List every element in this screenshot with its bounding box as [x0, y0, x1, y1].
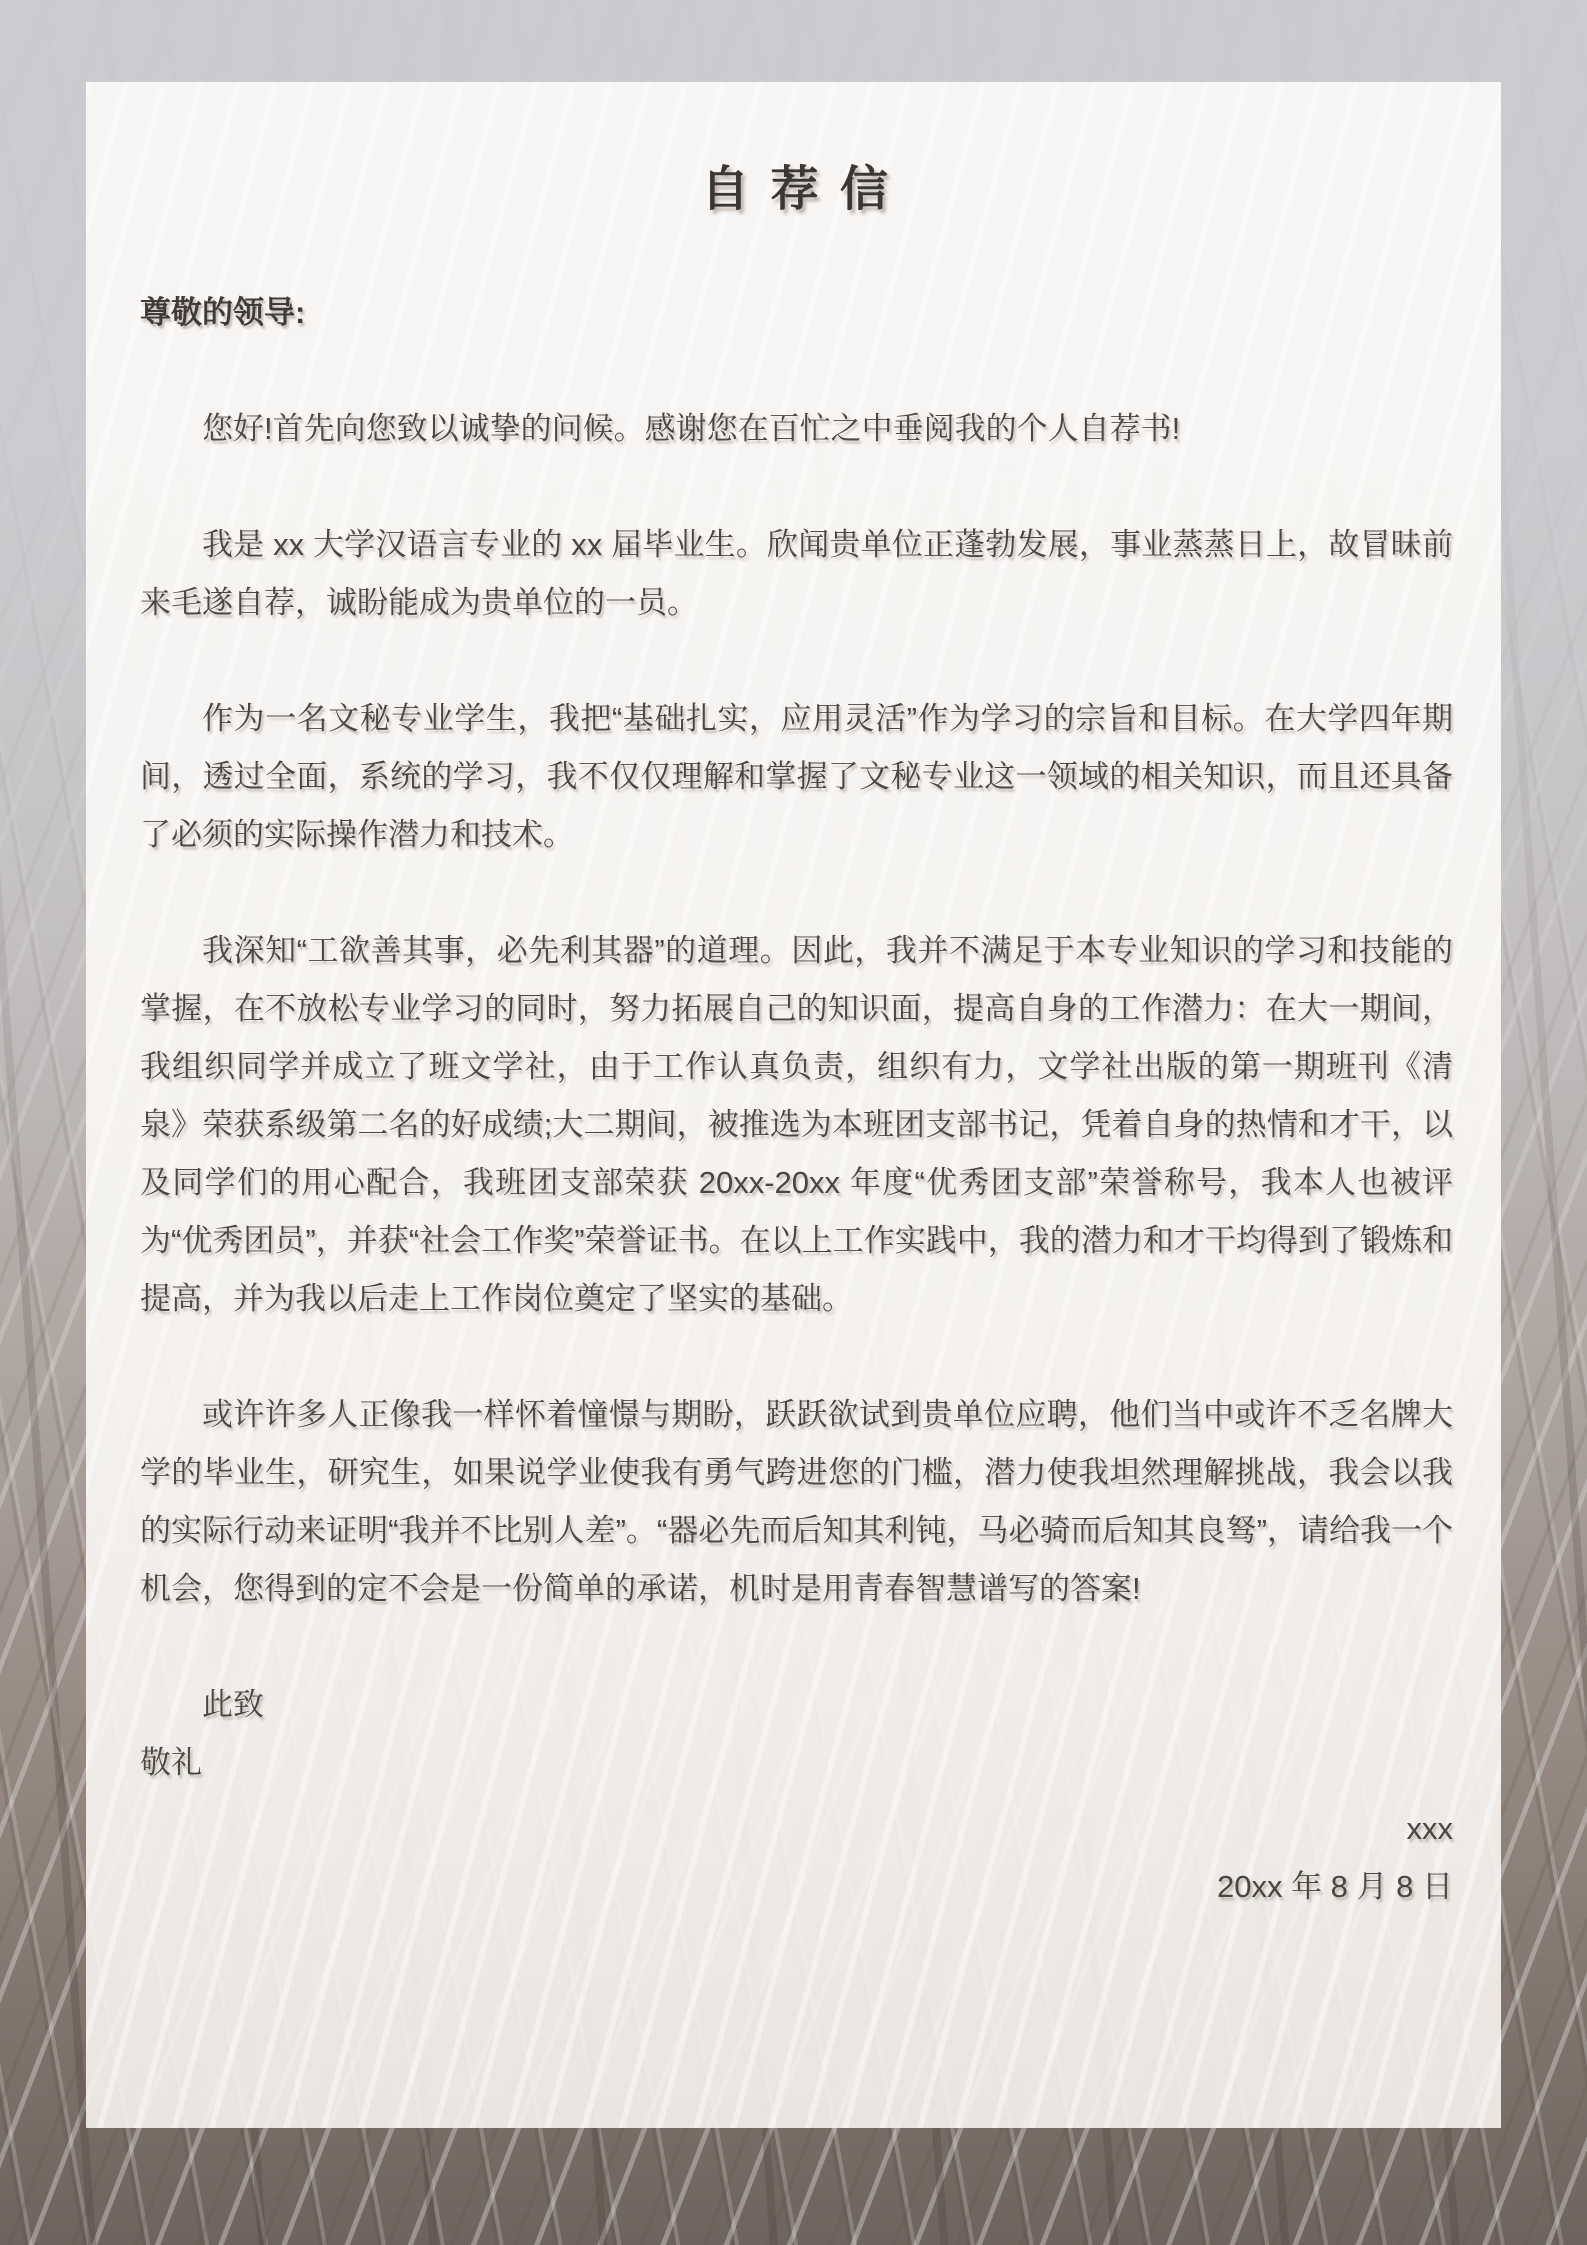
letter-paragraph: 我是 xx 大学汉语言专业的 xx 届毕业生。欣闻贵单位正蓬勃发展，事业蒸蒸日上，故冒昧前来毛遂自荐，诚盼能成为贵单位的一员。 — [140, 527, 1453, 620]
letter-title: 自 荐 信 — [701, 163, 892, 216]
letter-paragraph: 作为一名文秘专业学生，我把“基础扎实，应用灵活”作为学习的宗旨和目标。在大学四年期间，透过全面，系统的学习，我不仅仅理解和掌握了文秘专业这一领域的相关知识，而且还具备了必须的实际操作潜力和技术。 — [140, 701, 1453, 852]
letter-paragraph: 您好!首先向您致以诚挚的问候。感谢您在百忙之中垂阅我的个人自荐书! — [202, 411, 1181, 446]
closing-jingli: 敬礼 — [140, 1745, 202, 1780]
signature-block — [140, 1800, 1453, 1916]
letter-paragraph: 我深知“工欲善其事，必先利其器”的道理。因此，我并不满足于本专业知识的学习和技能的掌握，在不放松专业学习的同时，努力拓展自己的知识面，提高自身的工作潜力：在大一期间，我组织同学并成立了班文学社，由于工作认真负责，组织有力，文学社出版的第一期班刊《清泉》荣获系级第二名的好成绩;大二期间，被推选为本班团支部书记，凭着自身的热情和才干，以及同学们的用心配合，我班团支部荣获 20xx-20xx 年度“优秀团支部”荣誉称号，我本人也被评为“优秀团员”，并获“社会工作奖”荣誉证书。在以上工作实践中，我的潜力和才干均得到了锻炼和提高，并为我以后走上工作岗位奠定了坚实的基础。 — [140, 933, 1453, 1316]
signature-date: 20xx 年 8 月 8 日 — [1216, 1869, 1453, 1904]
letter-paper — [86, 82, 1501, 2128]
closing-cizhi: 此致 — [202, 1687, 264, 1722]
signature-name: xxx — [1406, 1811, 1453, 1846]
letter-paragraph: 或许许多人正像我一样怀着憧憬与期盼，跃跃欲试到贵单位应聘，他们当中或许不乏名牌大学的毕业生，研究生，如果说学业使我有勇气跨进您的门槛，潜力使我坦然理解挑战，我会以我的实际行动来证明“我并不比别人差”。“器必先而后知其利钝，马必骑而后知其良驽”，请给我一个机会，您得到的定不会是一份简单的承诺，机时是用青春智慧谱写的答案! — [140, 1397, 1453, 1606]
letter-salutation: 尊敬的领导: — [140, 295, 306, 330]
